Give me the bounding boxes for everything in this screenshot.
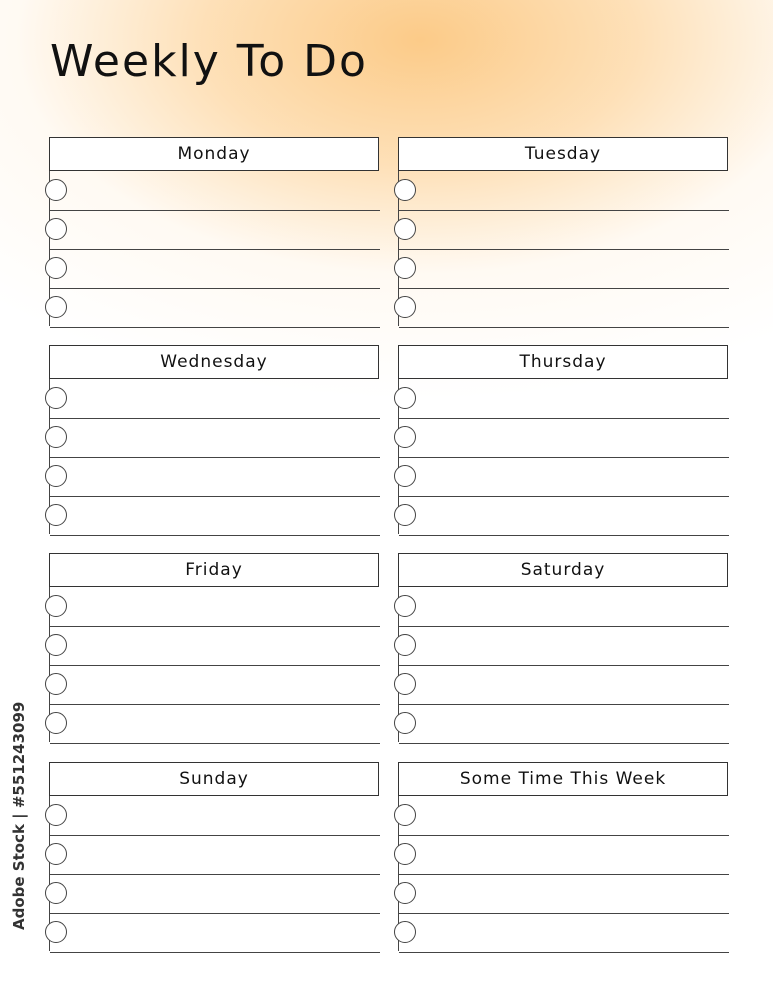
checkbox-circle-icon[interactable] (394, 387, 416, 409)
day-card-tuesday (398, 137, 728, 327)
stock-watermark-id: Adobe Stock | #551243099 (10, 701, 28, 930)
task-list (49, 379, 380, 534)
checkbox-circle-icon[interactable] (394, 465, 416, 487)
checkbox-circle-icon[interactable] (45, 634, 67, 656)
page-title: Weekly To Do (50, 36, 368, 87)
checkbox-circle-icon[interactable] (45, 387, 67, 409)
checkbox-circle-icon[interactable] (45, 882, 67, 904)
task-line[interactable] (50, 418, 380, 458)
task-line[interactable] (50, 496, 380, 536)
task-line[interactable] (399, 418, 729, 458)
checkbox-circle-icon[interactable] (394, 595, 416, 617)
day-header: Saturday (398, 553, 728, 587)
day-card-thursday (398, 345, 728, 535)
checkbox-circle-icon[interactable] (45, 804, 67, 826)
checkbox-circle-icon[interactable] (45, 257, 67, 279)
checkbox-circle-icon[interactable] (394, 673, 416, 695)
task-line[interactable] (50, 704, 380, 744)
day-header: Wednesday (49, 345, 379, 379)
day-card-some-time-this-week (398, 762, 728, 952)
task-line[interactable] (50, 796, 380, 836)
task-list (398, 379, 729, 534)
checkbox-circle-icon[interactable] (45, 426, 67, 448)
task-list (49, 171, 380, 326)
task-line[interactable] (399, 626, 729, 666)
checkbox-circle-icon[interactable] (45, 218, 67, 240)
checkbox-circle-icon[interactable] (45, 595, 67, 617)
checkbox-circle-icon[interactable] (394, 218, 416, 240)
task-line[interactable] (50, 249, 380, 289)
task-list (398, 171, 729, 326)
task-line[interactable] (399, 704, 729, 744)
checkbox-circle-icon[interactable] (45, 843, 67, 865)
task-line[interactable] (399, 796, 729, 836)
task-line[interactable] (399, 835, 729, 875)
task-line[interactable] (50, 288, 380, 328)
task-line[interactable] (50, 665, 380, 705)
task-line[interactable] (399, 249, 729, 289)
checkbox-circle-icon[interactable] (394, 296, 416, 318)
checkbox-circle-icon[interactable] (394, 257, 416, 279)
checkbox-circle-icon[interactable] (45, 179, 67, 201)
task-line[interactable] (50, 457, 380, 497)
day-header: Some Time This Week (398, 762, 728, 796)
task-line[interactable] (399, 665, 729, 705)
checkbox-circle-icon[interactable] (394, 712, 416, 734)
task-line[interactable] (50, 913, 380, 953)
task-line[interactable] (50, 379, 380, 419)
day-card-sunday (49, 762, 379, 952)
day-card-monday (49, 137, 379, 327)
checkbox-circle-icon[interactable] (394, 843, 416, 865)
checkbox-circle-icon[interactable] (45, 673, 67, 695)
checkbox-circle-icon[interactable] (45, 712, 67, 734)
checkbox-circle-icon[interactable] (394, 504, 416, 526)
day-header: Friday (49, 553, 379, 587)
task-line[interactable] (399, 587, 729, 627)
checkbox-circle-icon[interactable] (394, 882, 416, 904)
task-list (398, 796, 729, 951)
day-card-wednesday (49, 345, 379, 535)
task-line[interactable] (50, 171, 380, 211)
day-card-friday (49, 553, 379, 743)
checkbox-circle-icon[interactable] (394, 426, 416, 448)
checkbox-circle-icon[interactable] (45, 296, 67, 318)
task-line[interactable] (399, 210, 729, 250)
task-line[interactable] (399, 457, 729, 497)
checkbox-circle-icon[interactable] (394, 179, 416, 201)
task-line[interactable] (50, 587, 380, 627)
task-line[interactable] (399, 288, 729, 328)
task-list (49, 796, 380, 951)
checkbox-circle-icon[interactable] (394, 804, 416, 826)
task-line[interactable] (399, 379, 729, 419)
checkbox-circle-icon[interactable] (45, 465, 67, 487)
task-line[interactable] (399, 913, 729, 953)
task-line[interactable] (50, 210, 380, 250)
task-line[interactable] (399, 874, 729, 914)
day-header: Tuesday (398, 137, 728, 171)
checkbox-circle-icon[interactable] (394, 921, 416, 943)
task-line[interactable] (399, 171, 729, 211)
checkbox-circle-icon[interactable] (394, 634, 416, 656)
day-header: Monday (49, 137, 379, 171)
task-line[interactable] (50, 626, 380, 666)
day-header: Thursday (398, 345, 728, 379)
task-list (49, 587, 380, 742)
task-line[interactable] (50, 835, 380, 875)
checkbox-circle-icon[interactable] (45, 921, 67, 943)
task-list (398, 587, 729, 742)
day-header: Sunday (49, 762, 379, 796)
day-card-saturday (398, 553, 728, 743)
task-line[interactable] (50, 874, 380, 914)
task-line[interactable] (399, 496, 729, 536)
checkbox-circle-icon[interactable] (45, 504, 67, 526)
